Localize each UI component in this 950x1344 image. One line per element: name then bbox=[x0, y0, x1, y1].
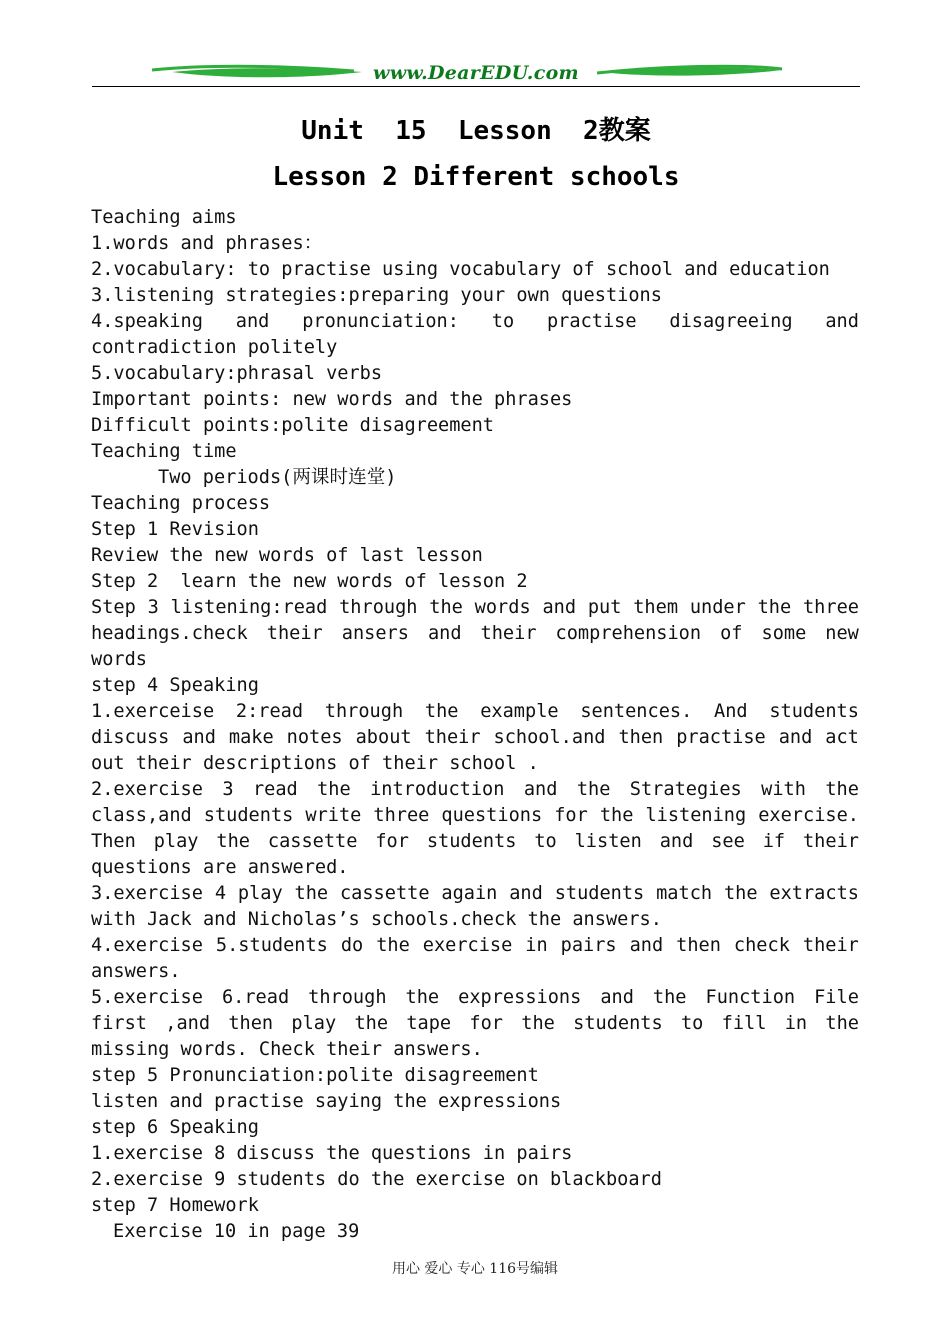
body-line: step 4 Speaking bbox=[91, 675, 259, 696]
word: disagreeing bbox=[669, 311, 793, 332]
word: the bbox=[405, 987, 440, 1008]
word: then bbox=[228, 1013, 274, 1034]
word: practise bbox=[546, 311, 637, 332]
word: exercise bbox=[422, 935, 513, 956]
body-line: contradiction politely bbox=[91, 337, 338, 358]
header-rule bbox=[92, 86, 860, 87]
word: first bbox=[91, 1013, 147, 1034]
word: and bbox=[542, 597, 577, 618]
word: their bbox=[424, 727, 481, 748]
body-line: Step 1 Revision bbox=[91, 519, 259, 540]
word: the bbox=[376, 935, 410, 956]
word: the bbox=[521, 1013, 555, 1034]
word: three bbox=[373, 805, 430, 826]
word: 3 bbox=[147, 597, 159, 618]
word: sentences. bbox=[580, 701, 693, 722]
word: to bbox=[491, 311, 515, 332]
word: if bbox=[762, 831, 786, 852]
body-line: Step 2 learn the new words of lesson 2 bbox=[91, 571, 528, 592]
word: three bbox=[802, 597, 859, 618]
body-line bbox=[91, 985, 859, 1011]
word: their bbox=[480, 623, 537, 644]
word: notes bbox=[286, 727, 343, 748]
word: introduction bbox=[370, 779, 505, 800]
word: File bbox=[814, 987, 859, 1008]
word: and bbox=[659, 831, 694, 852]
word: through bbox=[324, 701, 404, 722]
word: do bbox=[340, 935, 364, 956]
word: 1.exerceise bbox=[91, 701, 215, 722]
body-line bbox=[91, 803, 859, 829]
word: listening bbox=[645, 805, 747, 826]
word: listen bbox=[574, 831, 642, 852]
word: some bbox=[761, 623, 807, 644]
body-line bbox=[91, 881, 859, 907]
body-line: step 6 Speaking bbox=[91, 1117, 259, 1138]
body-line: Teaching process bbox=[91, 493, 271, 514]
lesson-plan-body bbox=[91, 205, 859, 1245]
word: listening:read bbox=[170, 597, 328, 618]
word: their bbox=[802, 935, 859, 956]
site-brand-logo: www.DearEDU.com bbox=[373, 62, 579, 84]
body-line: Important points: new words and the phrases bbox=[91, 389, 573, 410]
word: 4.speaking bbox=[91, 311, 203, 332]
word: to bbox=[680, 1013, 704, 1034]
body-line bbox=[91, 1011, 859, 1037]
word: tape bbox=[406, 1013, 452, 1034]
word: the bbox=[652, 987, 687, 1008]
word: students bbox=[203, 805, 294, 826]
word: write bbox=[305, 805, 362, 826]
word: students bbox=[769, 701, 859, 722]
body-line: Difficult points:polite disagreement bbox=[91, 415, 494, 436]
word: and bbox=[600, 987, 634, 1008]
word: the bbox=[317, 779, 351, 800]
word: 3.exercise bbox=[91, 883, 203, 904]
word: through bbox=[339, 597, 418, 618]
word: and bbox=[523, 779, 558, 800]
word: Strategies bbox=[629, 779, 742, 800]
word: and bbox=[427, 623, 462, 644]
body-line: 5.vocabulary:phrasal verbs bbox=[91, 363, 383, 384]
body-line bbox=[91, 595, 859, 621]
body-line: words bbox=[91, 649, 147, 670]
word: 4 bbox=[214, 883, 227, 904]
body-line: 3.listening strategies:preparing your own questions bbox=[91, 285, 662, 306]
word: play bbox=[237, 883, 283, 904]
body-line: Teaching time bbox=[91, 441, 237, 462]
word: discuss bbox=[91, 727, 170, 748]
page-footer: 用心 爱心 专心 116号编辑 bbox=[391, 1261, 559, 1277]
word: see bbox=[711, 831, 745, 852]
word: fill bbox=[721, 1013, 767, 1034]
body-line: questions are answered. bbox=[91, 857, 349, 878]
word: words bbox=[474, 597, 531, 618]
word: them bbox=[633, 597, 679, 618]
word: to bbox=[534, 831, 557, 852]
word: 2:read bbox=[235, 701, 304, 722]
word: 5.exercise bbox=[91, 987, 203, 1008]
word: 5.students bbox=[215, 935, 328, 956]
word: act bbox=[825, 727, 859, 748]
body-line bbox=[91, 621, 859, 647]
word: the bbox=[424, 701, 459, 722]
body-line: 1.words and phrases： bbox=[91, 233, 323, 254]
body-line: step 7 Homework bbox=[91, 1195, 259, 1216]
word: match bbox=[656, 883, 713, 904]
body-line: Two periods(两课时连堂) bbox=[158, 467, 397, 488]
word: And bbox=[714, 701, 748, 722]
word: 3 bbox=[222, 779, 234, 800]
word: and bbox=[825, 311, 859, 332]
word: the bbox=[429, 597, 463, 618]
word: pronunciation: bbox=[302, 311, 459, 332]
word: the bbox=[354, 1013, 389, 1034]
word: headings.check bbox=[91, 623, 248, 644]
word: about bbox=[355, 727, 412, 748]
word: play bbox=[153, 831, 199, 852]
word: Then bbox=[91, 831, 136, 852]
body-line: Review the new words of last lesson bbox=[91, 545, 483, 566]
body-line: 2.vocabulary: to practise using vocabulary of school and education bbox=[91, 259, 830, 280]
word: ,and bbox=[165, 1013, 211, 1034]
word: Step bbox=[91, 597, 136, 618]
word: read bbox=[252, 779, 298, 800]
word: play bbox=[291, 1013, 337, 1034]
word: of bbox=[720, 623, 743, 644]
body-line: 1.exercise 8 discuss the questions in pairs bbox=[91, 1143, 573, 1164]
word: pairs bbox=[560, 935, 617, 956]
body-line bbox=[91, 725, 859, 751]
word: under bbox=[689, 597, 746, 618]
word: cassette bbox=[339, 883, 430, 904]
word: the bbox=[294, 883, 329, 904]
word: expressions bbox=[458, 987, 582, 1008]
word: cassette bbox=[267, 831, 358, 852]
word: and bbox=[182, 727, 216, 748]
word: new bbox=[825, 623, 859, 644]
word: students bbox=[426, 831, 517, 852]
page-subtitle: Lesson 2 Different schools bbox=[272, 162, 680, 192]
word: Function bbox=[705, 987, 796, 1008]
word: 4.exercise bbox=[91, 935, 203, 956]
word: again bbox=[441, 883, 498, 904]
word: questions bbox=[441, 805, 543, 826]
word: the bbox=[599, 805, 634, 826]
word: through bbox=[308, 987, 387, 1008]
word: and bbox=[509, 883, 543, 904]
word: practise bbox=[676, 727, 766, 748]
word: their bbox=[266, 623, 323, 644]
word: and bbox=[629, 935, 664, 956]
word: the bbox=[723, 883, 758, 904]
word: the bbox=[216, 831, 250, 852]
word: school.and bbox=[493, 727, 606, 748]
body-line: listen and practise saying the expressions bbox=[91, 1091, 562, 1112]
word: then bbox=[618, 727, 664, 748]
word: then bbox=[676, 935, 721, 956]
word: make bbox=[228, 727, 274, 748]
body-line: missing words. Check their answers. bbox=[91, 1039, 483, 1060]
word: class,and bbox=[91, 805, 192, 826]
word: and bbox=[778, 727, 813, 748]
word: for bbox=[375, 831, 409, 852]
word: and bbox=[235, 311, 270, 332]
word: extracts bbox=[769, 883, 859, 904]
body-line: Teaching aims bbox=[91, 207, 237, 228]
word: the bbox=[825, 779, 859, 800]
word: with bbox=[761, 779, 806, 800]
word: their bbox=[802, 831, 859, 852]
body-line: step 5 Pronunciation:polite disagreement bbox=[91, 1065, 539, 1086]
body-line bbox=[91, 309, 859, 335]
word: in bbox=[784, 1013, 808, 1034]
word: in bbox=[525, 935, 548, 956]
body-line bbox=[91, 777, 859, 803]
word: ansers bbox=[341, 623, 409, 644]
body-line bbox=[91, 933, 859, 959]
word: students bbox=[554, 883, 645, 904]
word: for bbox=[554, 805, 588, 826]
body-line: 2.exercise 9 students do the exercise on blackboard bbox=[91, 1169, 662, 1190]
body-line bbox=[91, 699, 859, 725]
body-line: Exercise 10 in page 39 bbox=[113, 1221, 360, 1242]
word: exercise. bbox=[758, 805, 859, 826]
word: the bbox=[576, 779, 611, 800]
word: for bbox=[469, 1013, 503, 1034]
page-title: Unit 15 Lesson 2教案 bbox=[301, 116, 651, 146]
word: students bbox=[573, 1013, 663, 1034]
word: check bbox=[733, 935, 790, 956]
word: 6.read bbox=[221, 987, 290, 1008]
word: the bbox=[825, 1013, 859, 1034]
word: comprehension bbox=[555, 623, 702, 644]
word: example bbox=[480, 701, 559, 722]
body-line: answers. bbox=[91, 961, 181, 982]
word: 2.exercise bbox=[91, 779, 203, 800]
word: the bbox=[757, 597, 792, 618]
body-line bbox=[91, 829, 859, 855]
body-line: with Jack and Nicholas’s schools.check the answers. bbox=[91, 909, 662, 930]
word: put bbox=[587, 597, 622, 618]
body-line: out their descriptions of their school . bbox=[91, 753, 539, 774]
